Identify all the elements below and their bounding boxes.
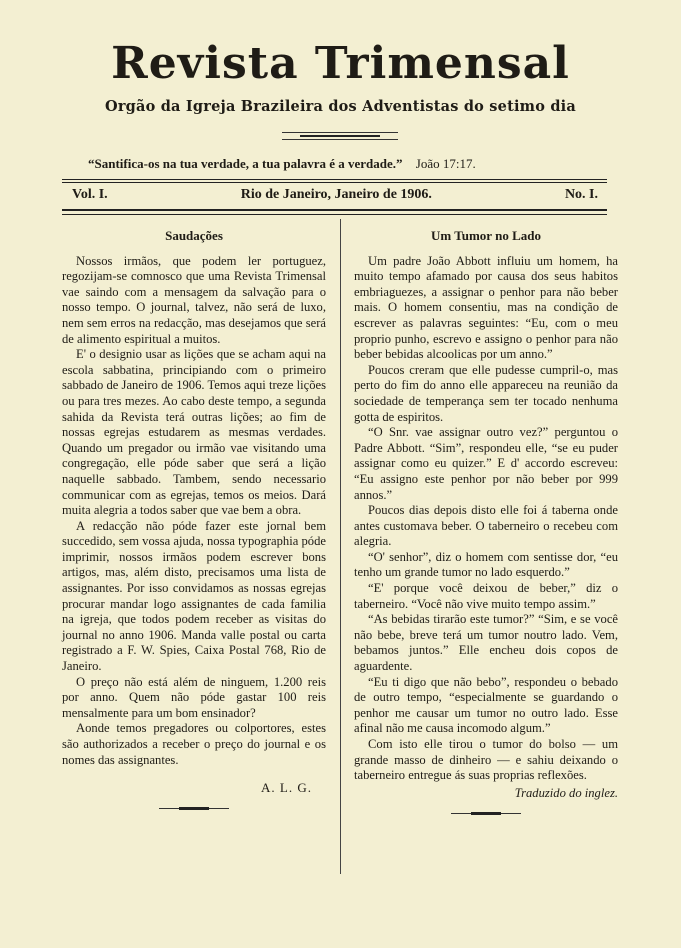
- issue-volume: Vol. I.: [72, 187, 108, 202]
- newspaper-title: Revista Trimensal: [111, 38, 570, 89]
- article-paragraph: “O Snr. vae assignar outro vez?” perguntou o Padre Abbott. “Sim”, respondeu elle, “se eu puder assignar como eu quizer.” E d' accordo escreveu: “Eu assigno este penhor por não beber por 999 annos.”: [354, 425, 618, 502]
- issue-place-date: Rio de Janeiro, Janeiro de 1906.: [240, 187, 432, 202]
- article-heading: Um Tumor no Lado: [431, 228, 541, 243]
- article-paragraph: E' o designio usar as lições que se acham aqui na escola sabbatina, principiando com o primeiro sabbado de Janeiro de 1906. Temos aqui treze lições ou para tres mezes. Ao cabo deste tempo, a segunda sahida da Revista terá outras lições; ao fim de nossas egrejas estudarem as mesmas verdades. Quando um pregador ou irmão vae visitando uma congregação, elle póde saber que será a lição naquelle sabbado. Tambem, sendo necessario communicar com as egrejas, temos os meios. Dará muita alegria a todos saber que vae bem a obra.: [62, 347, 326, 518]
- article-paragraph: Um padre João Abbott influiu um homem, ha muito tempo afamado por causa dos seus habitos embriaguezes, a assignar o penhor para não beber mais. O homem consentiu, mas na condição de escrever as palavras seguintes: “Eu, com o meu proprio punho, escrevo e assigno o penhor para não beber bebidas alcoolicas por um anno.”: [354, 253, 618, 362]
- rule-top-2: [62, 182, 607, 183]
- article-credit: Traduzido do inglez.: [514, 785, 618, 800]
- column-divider: [340, 219, 341, 874]
- article-paragraph: Nossos irmãos, que podem ler portuguez, regozijam-se comnosco que uma Revista Trimensal vae saindo com a mensagem da salvação para o nosso tempo. O journal, talvez, não será de luxo, nem sem erros na redacção, mas desejamos que será de alimento espiritual a muitos.: [62, 253, 326, 346]
- issue-number: No. I.: [564, 187, 598, 202]
- rule-bottom-2: [62, 214, 607, 215]
- article-heading: Saudações: [165, 228, 223, 243]
- end-ornament: [451, 813, 521, 817]
- article-paragraph: “As bebidas tirarão este tumor?” “Sim, e se você não bebe, breve terá um tumor noutro lado. Vem, bebamos juntos.” Elle encheu dois copos de aguardente.: [354, 612, 618, 674]
- masthead-ornament: [0, 132, 681, 140]
- article-saudacoes: [62, 228, 326, 812]
- article-signature: A. L. G.: [261, 780, 312, 796]
- article-paragraph: “Eu ti digo que não bebo”, respondeu o bebado de outro tempo, “especialmente se guardando o penhor me causar um tumor no outro lado. Esse afinal não me causa incomodo algum.”: [354, 674, 618, 736]
- newspaper-subtitle: Orgão da Igreja Brazileira dos Adventistas do setimo dia: [105, 98, 576, 115]
- end-ornament: [159, 808, 229, 812]
- article-paragraph: Poucos creram que elle pudesse cumpril-o, mas perto do fim do anno elle appareceu na reunião da sociedade de temperança sem ter tocado nenhuma gotta de espiritos.: [354, 362, 618, 424]
- article-paragraph: O preço não está além de ninguem, 1.200 reis por anno. Quem não póde gastar 100 reis mensalmente para um bom ensinador?: [62, 674, 326, 720]
- article-paragraph: “E' porque você deixou de beber,” diz o taberneiro. “Você não vive muito tempo assim.”: [354, 581, 618, 611]
- motto-reference: João 17:17.: [415, 156, 476, 171]
- article-paragraph: Aonde temos pregadores ou colportores, estes são authorizados a receber o preço do journal e os nomes das assignantes.: [62, 721, 326, 767]
- article-paragraph: A redacção não póde fazer este jornal bem succedido, sem vossa ajuda, nossa typographia póde imprimir, nossos irmãos podem escrever bons artigos, mas, além disto, precisamos uma lista de assignantes. Por isso convidamos as nossas egrejas procurar mandar logo assignantes de cada familia na igreja, que todos podem receber as visitas do journal no anno 1906. Manda valle postal ou carta registrado a F. W. Spies, Caixa Postal 768, Rio de Janeiro.: [62, 518, 326, 674]
- motto-text: “Santifica-os na tua verdade, a tua palavra é a verdade.”: [88, 156, 403, 171]
- rule-top: [62, 179, 607, 180]
- article-tumor: [354, 228, 618, 817]
- article-paragraph: Poucos dias depois disto elle foi á taberna onde antes customava beber. O taberneiro o recebeu com alegria.: [354, 503, 618, 549]
- masthead: [0, 38, 681, 115]
- rule-bottom: [62, 209, 607, 211]
- issue-bar: [72, 187, 598, 203]
- article-paragraph: Com isto elle tirou o tumor do bolso — um grande masso de dinheiro — e sahiu deixando o taberneiro entregue ás suas proprias reflexões.: [354, 737, 618, 783]
- motto: [88, 156, 608, 172]
- article-paragraph: “O' senhor”, diz o homem com sentisse dor, “eu tenho um grande tumor no lado esquerdo.”: [354, 549, 618, 580]
